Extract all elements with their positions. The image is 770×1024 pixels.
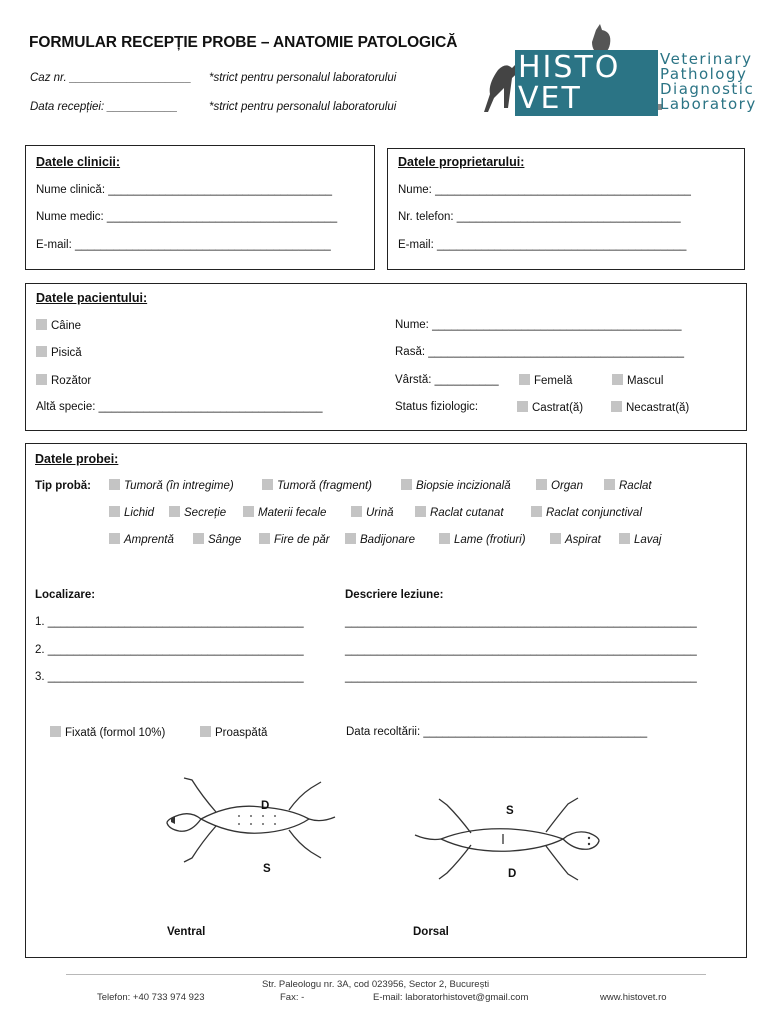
type-smears-checkbox[interactable]: Lame (frotiuri) (439, 533, 526, 546)
reception-date-field[interactable]: Data recepției: ___________ (30, 101, 178, 113)
checkbox-square-icon (536, 479, 547, 490)
checkbox-square-icon (200, 726, 211, 737)
checkbox-square-icon (612, 374, 623, 385)
owner-title: Datele proprietarului: (398, 155, 525, 169)
checkbox-square-icon (36, 319, 47, 330)
footer-email[interactable]: E-mail: laboratorhistovet@gmail.com (373, 992, 529, 1003)
age-field[interactable]: Vârstă: __________ (395, 374, 499, 386)
species-dog-checkbox[interactable]: Câine (36, 319, 81, 332)
castrated-checkbox[interactable]: Castrat(ă) (517, 401, 583, 414)
owner-phone-field[interactable]: Nr. telefon: ___________________________________ (398, 211, 681, 223)
type-tumor-whole-checkbox[interactable]: Tumoră (în intregime) (109, 479, 234, 492)
description-line-3[interactable]: _______________________________________________________ (345, 671, 697, 683)
type-fluid-checkbox[interactable]: Lichid (109, 506, 154, 519)
dorsal-label: Dorsal (413, 926, 449, 938)
location-line-1[interactable]: 1. ________________________________________ (35, 616, 304, 628)
clinic-email-field[interactable]: E-mail: ________________________________________ (36, 239, 331, 251)
type-hair-checkbox[interactable]: Fire de păr (259, 533, 330, 546)
fresh-checkbox[interactable]: Proaspătă (200, 726, 267, 739)
description-label: Descriere leziune: (345, 589, 444, 601)
checkbox-square-icon (611, 401, 622, 412)
type-skin-scraping-checkbox[interactable]: Raclat cutanat (415, 506, 504, 519)
checkbox-square-icon (619, 533, 630, 544)
type-blood-checkbox[interactable]: Sânge (193, 533, 241, 546)
description-line-2[interactable]: _______________________________________________________ (345, 644, 697, 656)
location-label: Localizare: (35, 589, 96, 601)
checkbox-square-icon (50, 726, 61, 737)
type-swab-checkbox[interactable]: Badijonare (345, 533, 415, 546)
logo-side-3: Diagnostic (660, 80, 755, 98)
checkbox-square-icon (345, 533, 356, 544)
location-line-3[interactable]: 3. ________________________________________ (35, 671, 304, 683)
checkbox-square-icon (415, 506, 426, 517)
sample-type-label: Tip probă: (35, 480, 92, 492)
case-number-field[interactable]: Caz nr. ___________________ (30, 72, 192, 84)
not-castrated-checkbox[interactable]: Necastrat(ă) (611, 401, 689, 414)
type-incisional-biopsy-checkbox[interactable]: Biopsie incizională (401, 479, 511, 492)
patient-name-field[interactable]: Nume: _______________________________________ (395, 319, 682, 331)
breed-field[interactable]: Rasă: ________________________________________ (395, 346, 685, 358)
clinic-title: Datele clinicii: (36, 155, 121, 169)
female-checkbox[interactable]: Femelă (519, 374, 572, 387)
type-secretion-checkbox[interactable]: Secreție (169, 506, 226, 519)
location-line-2[interactable]: 2. ________________________________________ (35, 644, 304, 656)
type-aspirate-checkbox[interactable]: Aspirat (550, 533, 601, 546)
type-scraping-checkbox[interactable]: Raclat (604, 479, 652, 492)
reception-date-note: *strict pentru personalul laboratorului (209, 101, 397, 113)
histovet-logo (478, 22, 757, 122)
type-urine-checkbox[interactable]: Urină (351, 506, 393, 519)
checkbox-square-icon (517, 401, 528, 412)
type-conjunctival-scraping-checkbox[interactable]: Raclat conjunctival (531, 506, 642, 519)
species-cat-checkbox[interactable]: Pisică (36, 346, 82, 359)
footer-website[interactable]: www.histovet.ro (600, 992, 667, 1003)
checkbox-square-icon (401, 479, 412, 490)
dorsal-d-label: D (508, 868, 517, 880)
collection-date-field[interactable]: Data recoltării: ___________________________________ (346, 726, 648, 738)
patient-title: Datele pacientului: (36, 291, 148, 305)
male-checkbox[interactable]: Mascul (612, 374, 663, 387)
checkbox-square-icon (531, 506, 542, 517)
logo-side-4: Laboratory (660, 95, 757, 113)
owner-email-field[interactable]: E-mail: _______________________________________ (398, 239, 687, 251)
checkbox-square-icon (193, 533, 204, 544)
logo-side-2: Pathology (660, 65, 748, 83)
owner-name-field[interactable]: Nume: ________________________________________ (398, 184, 691, 196)
doctor-name-field[interactable]: Nume medic: ____________________________________ (36, 211, 338, 223)
dorsal-s-label: S (506, 805, 514, 817)
checkbox-square-icon (439, 533, 450, 544)
ventral-label: Ventral (167, 926, 206, 938)
footer-fax: Fax: - (280, 992, 305, 1003)
clinic-section (25, 145, 375, 270)
checkbox-square-icon (262, 479, 273, 490)
checkbox-square-icon (109, 479, 120, 490)
sample-title: Datele probei: (35, 452, 119, 466)
sample-section (25, 443, 747, 958)
ventral-s-label: S (263, 863, 271, 875)
checkbox-square-icon (36, 346, 47, 357)
checkbox-square-icon (36, 374, 47, 385)
form-title: FORMULAR RECEPȚIE PROBE – ANATOMIE PATOLOGICĂ (29, 34, 458, 51)
fixed-formol-checkbox[interactable]: Fixată (formol 10%) (50, 726, 165, 739)
type-lavage-checkbox[interactable]: Lavaj (619, 533, 662, 546)
physio-status-label: Status fiziologic: (395, 401, 479, 413)
checkbox-square-icon (243, 506, 254, 517)
description-line-1[interactable]: _______________________________________________________ (345, 616, 697, 628)
checkbox-square-icon (169, 506, 180, 517)
checkbox-square-icon (109, 533, 120, 544)
checkbox-square-icon (550, 533, 561, 544)
checkbox-square-icon (351, 506, 362, 517)
checkbox-square-icon (109, 506, 120, 517)
case-number-note: *strict pentru personalul laboratorului (209, 72, 397, 84)
footer-divider (66, 974, 706, 975)
other-species-field[interactable]: Altă specie: ___________________________________ (36, 401, 323, 413)
logo-side-1: Veterinary (660, 50, 753, 68)
type-tumor-fragment-checkbox[interactable]: Tumoră (fragment) (262, 479, 372, 492)
footer-phone: Telefon: +40 733 974 923 (97, 992, 205, 1003)
type-organ-checkbox[interactable]: Organ (536, 479, 583, 492)
logo-histo: HISTO (518, 50, 621, 85)
ventral-d-label: D (261, 800, 270, 812)
footer-address: Str. Paleologu nr. 3A, cod 023956, Sector 2, București (262, 979, 490, 990)
type-feces-checkbox[interactable]: Materii fecale (243, 506, 326, 519)
ventral-diagram-icon (161, 774, 341, 874)
checkbox-square-icon (259, 533, 270, 544)
patient-section (25, 283, 747, 431)
checkbox-square-icon (519, 374, 530, 385)
clinic-name-field[interactable]: Nume clinică: ___________________________________ (36, 184, 333, 196)
species-rodent-checkbox[interactable]: Rozător (36, 374, 91, 387)
logo-vet: VET (518, 81, 582, 116)
owner-section (387, 148, 745, 270)
checkbox-square-icon (604, 479, 615, 490)
type-imprint-checkbox[interactable]: Amprentă (109, 533, 174, 546)
